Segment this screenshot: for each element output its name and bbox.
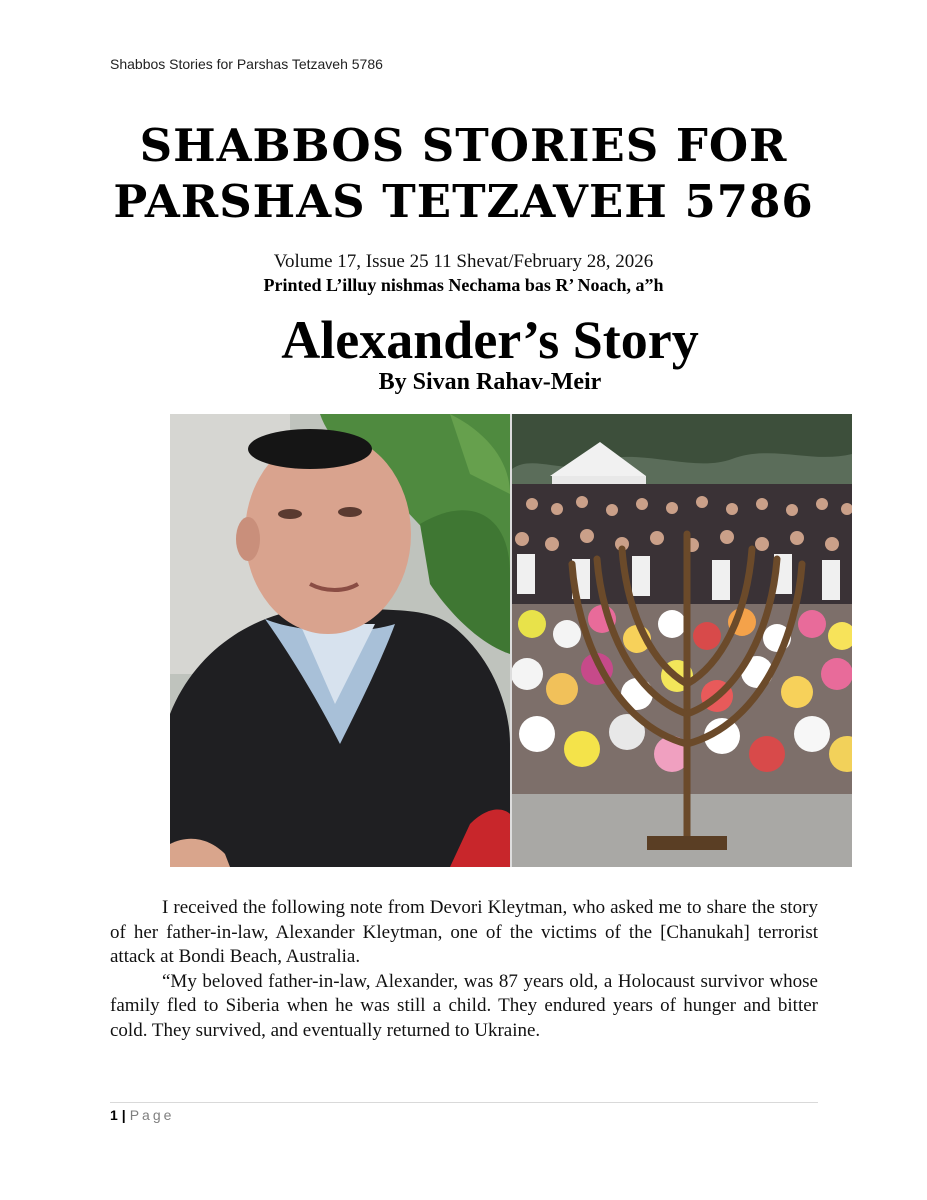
byline: By Sivan Rahav-Meir [378, 369, 602, 395]
dedication-line: Printed L’illuy nishmas Nechama bas R’ Noach, a”h [263, 275, 664, 295]
footer-rule [110, 1102, 818, 1103]
masthead-line-1: SHABBOS STORIES FOR [139, 119, 788, 172]
masthead-line-2: PARSHAS TETZAVEH 5786 [113, 175, 814, 228]
article-paragraph: I received the following note from Devori Kleytman, who asked me to share the story of her father-in-law, Alexander Kleytman, one of the victims of the [Chanukah] terrorist attack at Bondi Beach, Australia. [110, 897, 818, 967]
photo-strip [170, 414, 852, 867]
footer-separator: | [121, 1107, 126, 1123]
memorial-photo [512, 414, 852, 867]
page-number: 1 [110, 1107, 118, 1123]
page-footer [110, 1107, 174, 1123]
article-body [110, 896, 818, 1043]
story-title: Alexander’s Story [281, 310, 699, 370]
running-header: Shabbos Stories for Parshas Tetzaveh 5786 [110, 56, 383, 72]
article-paragraph: “My beloved father-in-law, Alexander, was 87 years old, a Holocaust survivor whose family fled to Siberia when he was still a child. They endured years of hunger and bitter cold. They survived, and eventually returned to Ukraine. [110, 970, 818, 1041]
volume-line: Volume 17, Issue 25 11 Shevat/February 28, 2026 [273, 251, 654, 272]
page-label: Page [129, 1107, 175, 1123]
portrait-photo [170, 414, 510, 867]
masthead [0, 118, 927, 230]
